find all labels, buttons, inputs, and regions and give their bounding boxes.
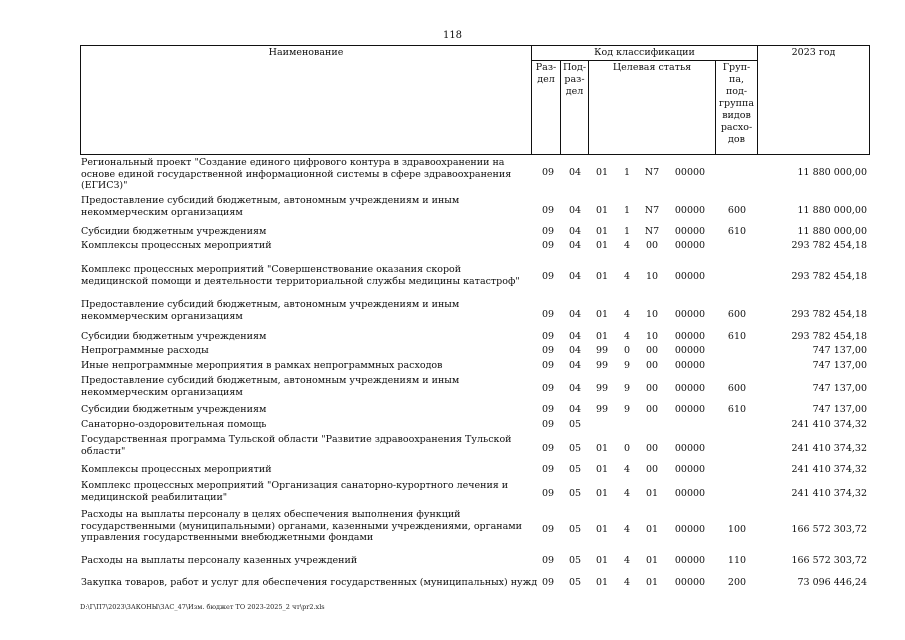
row-razdel: 09: [541, 271, 555, 282]
row-group: 600: [727, 205, 747, 216]
row-target-2: 9: [623, 360, 631, 371]
row-target-2: 0: [623, 443, 631, 454]
row-razdel: 09: [541, 443, 555, 454]
row-name: Санаторно-оздоровительная помощь: [81, 419, 267, 430]
row-podrazdel: 05: [568, 488, 582, 499]
row-target-1: 01: [595, 167, 609, 178]
row-target-1: 01: [595, 309, 609, 320]
row-name: Комплекс процессных мероприятий "Организация санаторно-курортного лечения и медицинской реабилитации": [81, 480, 509, 503]
row-name: Субсидии бюджетным учреждениям: [81, 404, 267, 415]
row-razdel: 09: [541, 240, 555, 251]
row-razdel: 09: [541, 419, 555, 430]
header-podrazdel: Под-раз-дел: [561, 61, 589, 155]
row-podrazdel: 05: [568, 419, 582, 430]
row-razdel: 09: [541, 555, 555, 566]
row-target-3: 00: [645, 404, 659, 415]
row-target-1: 99: [595, 404, 609, 415]
row-target-2: 4: [623, 555, 631, 566]
row-target-1: 01: [595, 524, 609, 535]
row-group: 610: [727, 226, 747, 237]
row-target-1: 01: [595, 577, 609, 588]
row-target-2: 4: [623, 309, 631, 320]
row-podrazdel: 04: [568, 404, 582, 415]
row-podrazdel: 04: [568, 271, 582, 282]
row-name: Предоставление субсидий бюджетным, автономным учреждениям и иным некоммерческим организациям: [81, 375, 460, 398]
row-value: 11 880 000,00: [797, 205, 867, 216]
row-value: 747 137,00: [812, 404, 867, 415]
row-group: 100: [727, 524, 747, 535]
row-name: Непрограммные расходы: [81, 345, 209, 356]
row-name: Расходы на выплаты персоналу казенных учреждений: [81, 555, 358, 566]
row-target-4: 00000: [674, 205, 706, 216]
row-target-3: 00: [645, 360, 659, 371]
row-razdel: 09: [541, 309, 555, 320]
row-target-2: 4: [623, 577, 631, 588]
row-value: 747 137,00: [812, 345, 867, 356]
row-group: 610: [727, 404, 747, 415]
row-target-2: 9: [623, 383, 631, 394]
row-razdel: 09: [541, 331, 555, 342]
row-podrazdel: 04: [568, 240, 582, 251]
row-target-4: 00000: [674, 309, 706, 320]
row-name: Региональный проект "Создание единого цифрового контура в здравоохранении на основе единой государственной информационной системы в сфере здравоохранения (ЕГИСЗ)": [81, 157, 512, 191]
row-target-3: 00: [645, 345, 659, 356]
header-year: 2023 год: [758, 46, 870, 155]
row-target-4: 00000: [674, 167, 706, 178]
row-name: Субсидии бюджетным учреждениям: [81, 226, 267, 237]
row-value: 73 096 446,24: [797, 577, 867, 588]
row-target-2: 4: [623, 488, 631, 499]
header-group: Груп-па, под-группа видов расхо-дов: [716, 61, 758, 155]
row-podrazdel: 04: [568, 205, 582, 216]
row-razdel: 09: [541, 167, 555, 178]
row-podrazdel: 04: [568, 167, 582, 178]
row-value: 11 880 000,00: [797, 226, 867, 237]
row-target-2: 9: [623, 404, 631, 415]
row-target-1: 01: [595, 464, 609, 475]
row-podrazdel: 04: [568, 331, 582, 342]
row-target-4: 00000: [674, 331, 706, 342]
row-target-3: 01: [645, 577, 659, 588]
row-razdel: 09: [541, 464, 555, 475]
row-target-2: 4: [623, 331, 631, 342]
row-value: 747 137,00: [812, 360, 867, 371]
row-value: 747 137,00: [812, 383, 867, 394]
row-target-3: 10: [645, 271, 659, 282]
row-target-2: 4: [623, 524, 631, 535]
row-razdel: 09: [541, 383, 555, 394]
row-podrazdel: 05: [568, 443, 582, 454]
row-value: 293 782 454,18: [791, 309, 867, 320]
row-target-2: 1: [623, 226, 631, 237]
row-target-3: 00: [645, 383, 659, 394]
row-target-4: 00000: [674, 360, 706, 371]
row-podrazdel: 04: [568, 360, 582, 371]
row-target-1: 01: [595, 488, 609, 499]
row-podrazdel: 04: [568, 226, 582, 237]
row-razdel: 09: [541, 360, 555, 371]
row-value: 241 410 374,32: [791, 488, 867, 499]
header-code: Код классификации: [532, 46, 758, 61]
row-value: 293 782 454,18: [791, 271, 867, 282]
row-value: 166 572 303,72: [791, 524, 867, 535]
row-podrazdel: 04: [568, 383, 582, 394]
row-target-4: 00000: [674, 383, 706, 394]
row-podrazdel: 04: [568, 309, 582, 320]
row-razdel: 09: [541, 577, 555, 588]
row-target-4: 00000: [674, 464, 706, 475]
row-target-1: 01: [595, 331, 609, 342]
row-target-3: N7: [644, 226, 660, 237]
row-target-4: 00000: [674, 555, 706, 566]
row-name: Комплексы процессных мероприятий: [81, 464, 272, 475]
row-group: 600: [727, 383, 747, 394]
row-target-3: 01: [645, 488, 659, 499]
row-target-4: 00000: [674, 240, 706, 251]
row-value: 166 572 303,72: [791, 555, 867, 566]
row-name: Комплексы процессных мероприятий: [81, 240, 272, 251]
row-name: Предоставление субсидий бюджетным, автономным учреждениям и иным некоммерческим организациям: [81, 299, 460, 322]
row-podrazdel: 05: [568, 524, 582, 535]
row-value: 241 410 374,32: [791, 419, 867, 430]
row-target-2: 1: [623, 205, 631, 216]
row-name: Расходы на выплаты персоналу в целях обеспечения выполнения функций государственными (муниципальными) органами, казенными учреждениями, органами управления государственными внебюджетными фондами: [81, 509, 522, 543]
row-name: Комплекс процессных мероприятий "Совершенствование оказания скорой медицинской помощи и деятельности территориальной службы медицины катастроф": [81, 264, 520, 287]
row-target-2: 4: [623, 464, 631, 475]
header-razdel: Раз-дел: [532, 61, 561, 155]
row-podrazdel: 04: [568, 345, 582, 356]
header-target: Целевая статья: [589, 61, 716, 155]
row-razdel: 09: [541, 226, 555, 237]
row-target-4: 00000: [674, 577, 706, 588]
row-target-4: 00000: [674, 271, 706, 282]
row-razdel: 09: [541, 488, 555, 499]
row-name: Предоставление субсидий бюджетным, автономным учреждениям и иным некоммерческим организациям: [81, 195, 460, 218]
row-target-3: 01: [645, 524, 659, 535]
row-target-1: 01: [595, 271, 609, 282]
file-path-footer: D:\Г\П7\2023\ЗАКОНЫ\ЗАС_47\Изм. бюджет ТО 2023-2025_2 чт\pr2.xls: [80, 603, 325, 611]
row-target-3: 01: [645, 555, 659, 566]
row-name: Закупка товаров, работ и услуг для обеспечения государственных (муниципальных) нужд: [81, 577, 538, 588]
row-group: 610: [727, 331, 747, 342]
row-podrazdel: 05: [568, 577, 582, 588]
row-target-4: 00000: [674, 488, 706, 499]
row-name: Субсидии бюджетным учреждениям: [81, 331, 267, 342]
row-value: 241 410 374,32: [791, 443, 867, 454]
row-group: 200: [727, 577, 747, 588]
row-target-1: 99: [595, 383, 609, 394]
row-razdel: 09: [541, 205, 555, 216]
row-razdel: 09: [541, 404, 555, 415]
row-name: Государственная программа Тульской области "Развитие здравоохранения Тульской области": [81, 434, 512, 457]
row-value: 293 782 454,18: [791, 240, 867, 251]
row-podrazdel: 05: [568, 555, 582, 566]
row-target-4: 00000: [674, 404, 706, 415]
row-target-4: 00000: [674, 443, 706, 454]
row-target-1: 01: [595, 443, 609, 454]
row-value: 293 782 454,18: [791, 331, 867, 342]
row-target-2: 0: [623, 345, 631, 356]
header-name: Наименование: [81, 46, 532, 155]
row-target-3: 00: [645, 443, 659, 454]
row-target-1: 01: [595, 240, 609, 251]
row-target-1: 01: [595, 226, 609, 237]
row-target-3: 10: [645, 331, 659, 342]
row-target-2: 4: [623, 240, 631, 251]
row-razdel: 09: [541, 524, 555, 535]
row-group: 110: [727, 555, 747, 566]
row-target-1: 01: [595, 555, 609, 566]
row-target-2: 1: [623, 167, 631, 178]
row-target-3: 00: [645, 240, 659, 251]
row-target-1: 01: [595, 205, 609, 216]
row-value: 11 880 000,00: [797, 167, 867, 178]
row-target-4: 00000: [674, 226, 706, 237]
row-group: 600: [727, 309, 747, 320]
row-target-1: 99: [595, 360, 609, 371]
row-target-2: 4: [623, 271, 631, 282]
row-target-3: 10: [645, 309, 659, 320]
row-target-3: N7: [644, 167, 660, 178]
row-value: 241 410 374,32: [791, 464, 867, 475]
row-target-1: 99: [595, 345, 609, 356]
row-target-3: 00: [645, 464, 659, 475]
row-name: Иные непрограммные мероприятия в рамках непрограммных расходов: [81, 360, 443, 371]
row-razdel: 09: [541, 345, 555, 356]
row-podrazdel: 05: [568, 464, 582, 475]
page-number: 118: [442, 30, 463, 41]
row-target-4: 00000: [674, 524, 706, 535]
row-target-3: N7: [644, 205, 660, 216]
row-target-4: 00000: [674, 345, 706, 356]
